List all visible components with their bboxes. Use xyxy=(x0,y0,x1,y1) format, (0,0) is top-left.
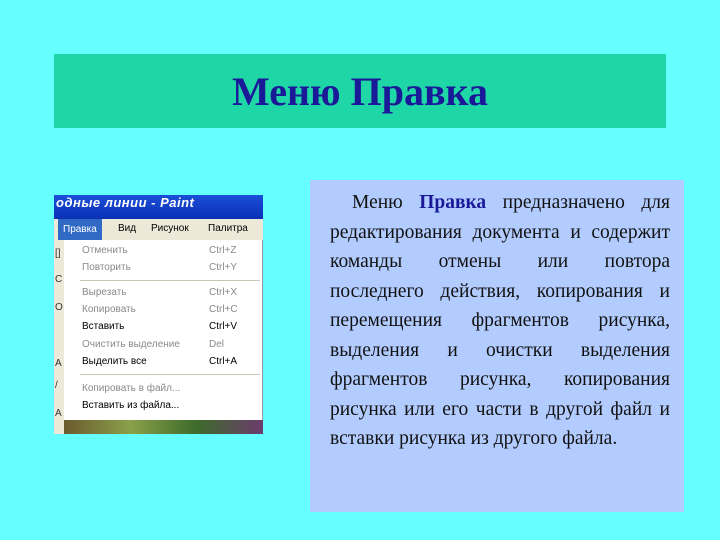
menu-item-shortcut: Ctrl+C xyxy=(209,304,238,315)
menu-item-paste-from-file[interactable] xyxy=(64,397,262,414)
tool-glyph[interactable]: O xyxy=(55,302,63,313)
menu-item-label: Вставить xyxy=(82,321,125,332)
edit-dropdown-menu xyxy=(64,240,263,420)
tool-glyph[interactable]: A xyxy=(55,358,62,369)
menu-item-undo[interactable] xyxy=(64,242,262,259)
slide-title: Меню Правка xyxy=(232,68,488,114)
description-body: предназначено для редактирования документа и содержит команды отмены или повтора последнего действия, копирования и перемещения фрагментов рисунка, выделения и очистки выделения фрагментов рисунка, копирования рисунка или его части в другой файл и вставки рисунка из другого файла. xyxy=(330,192,670,449)
menu-item-label: Вырезать xyxy=(82,287,127,298)
menu-item-label: Очистить выделение xyxy=(82,339,180,350)
menu-image[interactable]: Рисунок xyxy=(151,223,189,234)
menu-edit[interactable]: Правка xyxy=(58,219,102,240)
description-intro: Меню xyxy=(352,192,420,213)
menu-item-label: Отменить xyxy=(82,245,128,256)
menu-colors[interactable]: Палитра xyxy=(208,223,248,234)
menu-item-paste[interactable] xyxy=(64,318,262,335)
menu-item-shortcut: Ctrl+V xyxy=(209,321,238,332)
menu-item-cut[interactable] xyxy=(64,284,262,301)
menu-item-label: Вставить из файла... xyxy=(82,400,180,411)
menu-item-label: Повторить xyxy=(82,262,131,273)
menu-item-label: Копировать в файл... xyxy=(82,383,181,394)
menu-item-select-all[interactable] xyxy=(64,353,262,370)
window-title: одные линии - Paint xyxy=(56,195,195,210)
menu-item-label: Копировать xyxy=(82,304,136,315)
menu-item-clear-selection[interactable] xyxy=(64,336,262,353)
menu-item-copy[interactable] xyxy=(64,301,262,318)
menu-item-shortcut: Ctrl+A xyxy=(209,356,238,367)
paint-menu-screenshot xyxy=(54,195,263,434)
toolbox-strip xyxy=(54,240,64,434)
menu-view[interactable]: Вид xyxy=(118,223,137,234)
menu-separator xyxy=(80,280,260,281)
menu-item-shortcut: Del xyxy=(209,339,225,350)
tool-glyph[interactable]: / xyxy=(55,380,58,391)
tool-glyph[interactable]: C xyxy=(55,274,63,285)
menu-item-label: Выделить все xyxy=(82,356,147,367)
menu-item-shortcut: Ctrl+Z xyxy=(209,245,237,256)
menu-item-shortcut: Ctrl+Y xyxy=(209,262,238,273)
window-titlebar xyxy=(54,195,263,219)
menubar xyxy=(54,219,263,240)
description-text xyxy=(330,188,670,454)
menu-item-shortcut: Ctrl+X xyxy=(209,287,238,298)
menu-item-copy-to-file[interactable] xyxy=(64,380,262,397)
menu-separator xyxy=(80,374,260,375)
menu-item-redo[interactable] xyxy=(64,259,262,276)
description-menu-name: Правка xyxy=(419,192,487,213)
tool-glyph[interactable]: [] xyxy=(55,248,61,259)
tool-glyph[interactable]: A xyxy=(55,408,62,419)
slide-title-banner xyxy=(54,54,666,128)
description-box xyxy=(310,180,684,512)
canvas-image-fragment xyxy=(64,420,263,434)
